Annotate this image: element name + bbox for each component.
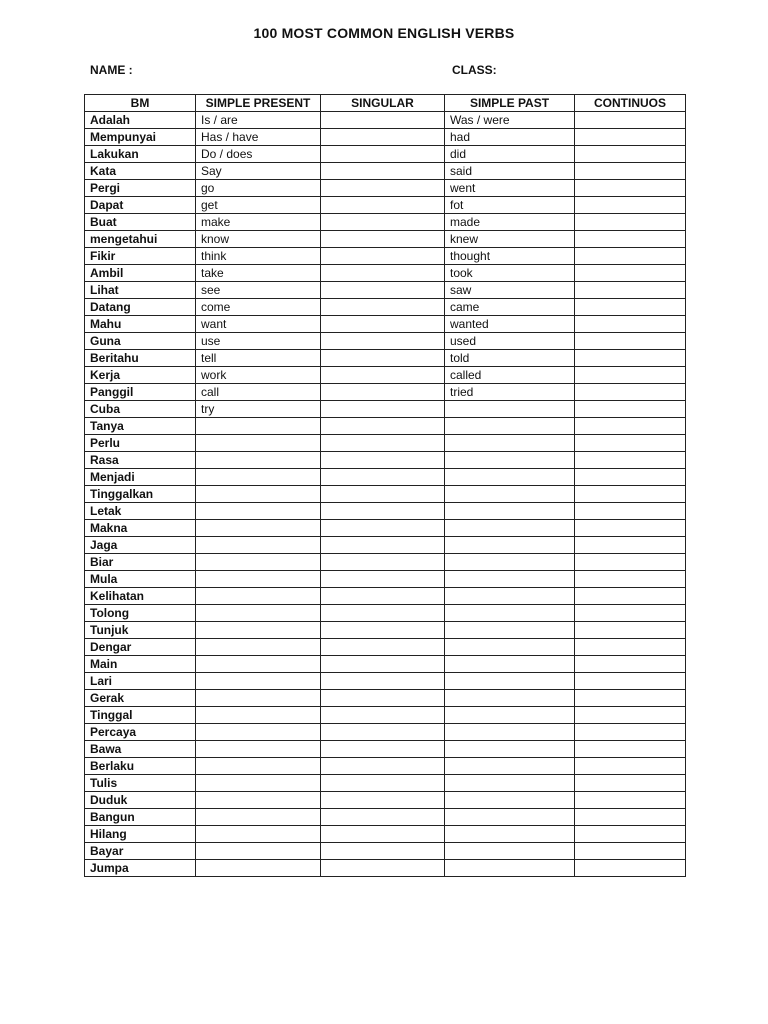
simple-present-cell: [196, 809, 321, 826]
simple-past-cell: [445, 673, 575, 690]
bm-cell: Main: [85, 656, 196, 673]
simple-present-cell: [196, 724, 321, 741]
table-row: [85, 180, 686, 197]
continuos-cell: [575, 197, 686, 214]
bm-cell: Jumpa: [85, 860, 196, 877]
bm-cell: Rasa: [85, 452, 196, 469]
simple-past-cell: made: [445, 214, 575, 231]
bm-cell: Tanya: [85, 418, 196, 435]
bm-cell: Letak: [85, 503, 196, 520]
table-row: [85, 826, 686, 843]
table-row: [85, 690, 686, 707]
simple-past-cell: used: [445, 333, 575, 350]
singular-cell: [321, 112, 445, 129]
continuos-cell: [575, 367, 686, 384]
simple-present-cell: try: [196, 401, 321, 418]
bm-cell: Gerak: [85, 690, 196, 707]
singular-cell: [321, 860, 445, 877]
singular-cell: [321, 231, 445, 248]
header-simple-past: SIMPLE PAST: [445, 95, 575, 112]
table-row: [85, 724, 686, 741]
simple-present-cell: [196, 520, 321, 537]
continuos-cell: [575, 826, 686, 843]
header-continuos: CONTINUOS: [575, 95, 686, 112]
simple-present-cell: [196, 469, 321, 486]
singular-cell: [321, 163, 445, 180]
table-row: [85, 741, 686, 758]
bm-cell: Duduk: [85, 792, 196, 809]
header-simple-present: SIMPLE PRESENT: [196, 95, 321, 112]
simple-past-cell: [445, 418, 575, 435]
simple-present-cell: Do / does: [196, 146, 321, 163]
simple-past-cell: said: [445, 163, 575, 180]
singular-cell: [321, 809, 445, 826]
simple-past-cell: [445, 656, 575, 673]
simple-past-cell: [445, 469, 575, 486]
simple-present-cell: [196, 418, 321, 435]
simple-past-cell: [445, 809, 575, 826]
simple-present-cell: tell: [196, 350, 321, 367]
simple-past-cell: [445, 758, 575, 775]
continuos-cell: [575, 469, 686, 486]
simple-past-cell: [445, 452, 575, 469]
table-row: [85, 792, 686, 809]
singular-cell: [321, 622, 445, 639]
simple-present-cell: [196, 639, 321, 656]
continuos-cell: [575, 418, 686, 435]
continuos-cell: [575, 384, 686, 401]
continuos-cell: [575, 350, 686, 367]
simple-present-cell: [196, 707, 321, 724]
simple-past-cell: [445, 690, 575, 707]
singular-cell: [321, 673, 445, 690]
singular-cell: [321, 826, 445, 843]
simple-present-cell: [196, 588, 321, 605]
bm-cell: Bawa: [85, 741, 196, 758]
table-row: [85, 316, 686, 333]
continuos-cell: [575, 401, 686, 418]
bm-cell: Jaga: [85, 537, 196, 554]
simple-past-cell: [445, 486, 575, 503]
singular-cell: [321, 588, 445, 605]
bm-cell: Mahu: [85, 316, 196, 333]
simple-past-cell: [445, 843, 575, 860]
simple-past-cell: [445, 537, 575, 554]
table-row: [85, 112, 686, 129]
singular-cell: [321, 758, 445, 775]
continuos-cell: [575, 163, 686, 180]
simple-past-cell: told: [445, 350, 575, 367]
singular-cell: [321, 333, 445, 350]
bm-cell: Makna: [85, 520, 196, 537]
simple-present-cell: [196, 775, 321, 792]
singular-cell: [321, 469, 445, 486]
continuos-cell: [575, 248, 686, 265]
table-row: [85, 401, 686, 418]
simple-past-cell: tried: [445, 384, 575, 401]
simple-present-cell: [196, 571, 321, 588]
table-row: [85, 622, 686, 639]
table-row: [85, 809, 686, 826]
singular-cell: [321, 792, 445, 809]
singular-cell: [321, 384, 445, 401]
bm-cell: Menjadi: [85, 469, 196, 486]
simple-present-cell: Say: [196, 163, 321, 180]
table-row: [85, 639, 686, 656]
continuos-cell: [575, 724, 686, 741]
continuos-cell: [575, 282, 686, 299]
bm-cell: Guna: [85, 333, 196, 350]
continuos-cell: [575, 809, 686, 826]
simple-past-cell: [445, 724, 575, 741]
singular-cell: [321, 707, 445, 724]
singular-cell: [321, 843, 445, 860]
simple-present-cell: [196, 622, 321, 639]
simple-present-cell: [196, 860, 321, 877]
continuos-cell: [575, 180, 686, 197]
table-row: [85, 282, 686, 299]
continuos-cell: [575, 639, 686, 656]
singular-cell: [321, 656, 445, 673]
bm-cell: Tulis: [85, 775, 196, 792]
singular-cell: [321, 316, 445, 333]
continuos-cell: [575, 588, 686, 605]
singular-cell: [321, 214, 445, 231]
table-row: [85, 197, 686, 214]
simple-present-cell: [196, 537, 321, 554]
table-row: [85, 520, 686, 537]
table-row: [85, 435, 686, 452]
singular-cell: [321, 520, 445, 537]
simple-past-cell: did: [445, 146, 575, 163]
header-singular: SINGULAR: [321, 95, 445, 112]
table-row: [85, 860, 686, 877]
bm-cell: Fikir: [85, 248, 196, 265]
continuos-cell: [575, 843, 686, 860]
simple-present-cell: know: [196, 231, 321, 248]
singular-cell: [321, 503, 445, 520]
simple-present-cell: [196, 741, 321, 758]
header-bm: BM: [85, 95, 196, 112]
singular-cell: [321, 180, 445, 197]
continuos-cell: [575, 758, 686, 775]
singular-cell: [321, 146, 445, 163]
simple-past-cell: [445, 826, 575, 843]
continuos-cell: [575, 792, 686, 809]
table-row: [85, 265, 686, 282]
singular-cell: [321, 265, 445, 282]
simple-present-cell: [196, 503, 321, 520]
continuos-cell: [575, 775, 686, 792]
simple-present-cell: [196, 656, 321, 673]
simple-present-cell: see: [196, 282, 321, 299]
bm-cell: Kata: [85, 163, 196, 180]
continuos-cell: [575, 231, 686, 248]
bm-cell: Mula: [85, 571, 196, 588]
class-label: CLASS:: [452, 63, 497, 77]
continuos-cell: [575, 860, 686, 877]
continuos-cell: [575, 452, 686, 469]
bm-cell: Datang: [85, 299, 196, 316]
singular-cell: [321, 571, 445, 588]
singular-cell: [321, 418, 445, 435]
continuos-cell: [575, 707, 686, 724]
singular-cell: [321, 282, 445, 299]
bm-cell: Dapat: [85, 197, 196, 214]
simple-present-cell: [196, 452, 321, 469]
simple-past-cell: [445, 588, 575, 605]
simple-past-cell: [445, 860, 575, 877]
bm-cell: Lihat: [85, 282, 196, 299]
table-row: [85, 486, 686, 503]
simple-past-cell: came: [445, 299, 575, 316]
continuos-cell: [575, 520, 686, 537]
bm-cell: Beritahu: [85, 350, 196, 367]
simple-present-cell: get: [196, 197, 321, 214]
table-row: [85, 469, 686, 486]
simple-past-cell: [445, 520, 575, 537]
simple-past-cell: had: [445, 129, 575, 146]
simple-past-cell: [445, 707, 575, 724]
singular-cell: [321, 741, 445, 758]
continuos-cell: [575, 622, 686, 639]
table-row: [85, 503, 686, 520]
bm-cell: Perlu: [85, 435, 196, 452]
singular-cell: [321, 350, 445, 367]
bm-cell: Biar: [85, 554, 196, 571]
bm-cell: Buat: [85, 214, 196, 231]
simple-past-cell: went: [445, 180, 575, 197]
name-label: NAME :: [90, 63, 133, 77]
simple-present-cell: call: [196, 384, 321, 401]
table-row: [85, 673, 686, 690]
singular-cell: [321, 605, 445, 622]
simple-present-cell: work: [196, 367, 321, 384]
simple-present-cell: want: [196, 316, 321, 333]
table-row: [85, 418, 686, 435]
singular-cell: [321, 435, 445, 452]
table-row: [85, 214, 686, 231]
table-row: [85, 707, 686, 724]
continuos-cell: [575, 214, 686, 231]
bm-cell: Tunjuk: [85, 622, 196, 639]
continuos-cell: [575, 333, 686, 350]
simple-present-cell: [196, 605, 321, 622]
table-row: [85, 554, 686, 571]
bm-cell: Adalah: [85, 112, 196, 129]
bm-cell: Berlaku: [85, 758, 196, 775]
table-row: [85, 299, 686, 316]
bm-cell: Cuba: [85, 401, 196, 418]
simple-present-cell: [196, 690, 321, 707]
singular-cell: [321, 367, 445, 384]
simple-present-cell: [196, 843, 321, 860]
simple-past-cell: [445, 435, 575, 452]
verbs-table: [84, 94, 686, 877]
simple-present-cell: [196, 826, 321, 843]
bm-cell: Tinggalkan: [85, 486, 196, 503]
continuos-cell: [575, 571, 686, 588]
table-row: [85, 350, 686, 367]
simple-past-cell: [445, 775, 575, 792]
simple-present-cell: make: [196, 214, 321, 231]
singular-cell: [321, 537, 445, 554]
simple-past-cell: [445, 554, 575, 571]
simple-past-cell: [445, 401, 575, 418]
singular-cell: [321, 554, 445, 571]
table-row: [85, 333, 686, 350]
continuos-cell: [575, 316, 686, 333]
simple-present-cell: [196, 792, 321, 809]
simple-past-cell: [445, 503, 575, 520]
continuos-cell: [575, 112, 686, 129]
table-row: [85, 367, 686, 384]
table-row: [85, 163, 686, 180]
bm-cell: Bayar: [85, 843, 196, 860]
singular-cell: [321, 299, 445, 316]
bm-cell: Panggil: [85, 384, 196, 401]
continuos-cell: [575, 265, 686, 282]
singular-cell: [321, 248, 445, 265]
singular-cell: [321, 452, 445, 469]
simple-past-cell: [445, 622, 575, 639]
continuos-cell: [575, 690, 686, 707]
simple-past-cell: wanted: [445, 316, 575, 333]
simple-present-cell: [196, 758, 321, 775]
table-row: [85, 537, 686, 554]
simple-past-cell: saw: [445, 282, 575, 299]
simple-past-cell: [445, 792, 575, 809]
simple-past-cell: took: [445, 265, 575, 282]
bm-cell: Lari: [85, 673, 196, 690]
continuos-cell: [575, 537, 686, 554]
table-row: [85, 129, 686, 146]
bm-cell: Dengar: [85, 639, 196, 656]
bm-cell: mengetahui: [85, 231, 196, 248]
simple-past-cell: [445, 741, 575, 758]
simple-past-cell: [445, 605, 575, 622]
bm-cell: Pergi: [85, 180, 196, 197]
bm-cell: Percaya: [85, 724, 196, 741]
continuos-cell: [575, 146, 686, 163]
simple-present-cell: [196, 435, 321, 452]
simple-present-cell: [196, 486, 321, 503]
singular-cell: [321, 401, 445, 418]
continuos-cell: [575, 299, 686, 316]
singular-cell: [321, 129, 445, 146]
continuos-cell: [575, 503, 686, 520]
simple-past-cell: thought: [445, 248, 575, 265]
table-row: [85, 146, 686, 163]
simple-present-cell: use: [196, 333, 321, 350]
simple-past-cell: [445, 571, 575, 588]
simple-past-cell: [445, 639, 575, 656]
continuos-cell: [575, 656, 686, 673]
table-row: [85, 384, 686, 401]
continuos-cell: [575, 486, 686, 503]
continuos-cell: [575, 129, 686, 146]
table-row: [85, 843, 686, 860]
bm-cell: Tinggal: [85, 707, 196, 724]
continuos-cell: [575, 741, 686, 758]
continuos-cell: [575, 605, 686, 622]
bm-cell: Lakukan: [85, 146, 196, 163]
table-row: [85, 758, 686, 775]
simple-past-cell: fot: [445, 197, 575, 214]
continuos-cell: [575, 673, 686, 690]
simple-past-cell: called: [445, 367, 575, 384]
bm-cell: Kelihatan: [85, 588, 196, 605]
simple-past-cell: Was / were: [445, 112, 575, 129]
simple-present-cell: [196, 554, 321, 571]
simple-present-cell: come: [196, 299, 321, 316]
singular-cell: [321, 690, 445, 707]
continuos-cell: [575, 554, 686, 571]
simple-present-cell: go: [196, 180, 321, 197]
bm-cell: Bangun: [85, 809, 196, 826]
verbs-table-body: [85, 112, 686, 877]
simple-present-cell: take: [196, 265, 321, 282]
bm-cell: Hilang: [85, 826, 196, 843]
singular-cell: [321, 775, 445, 792]
simple-present-cell: Has / have: [196, 129, 321, 146]
table-row: [85, 452, 686, 469]
table-row: [85, 248, 686, 265]
bm-cell: Mempunyai: [85, 129, 196, 146]
table-row: [85, 656, 686, 673]
table-row: [85, 588, 686, 605]
table-row: [85, 605, 686, 622]
table-row: [85, 775, 686, 792]
simple-past-cell: knew: [445, 231, 575, 248]
page-title: 100 MOST COMMON ENGLISH VERBS: [253, 25, 515, 41]
simple-present-cell: Is / are: [196, 112, 321, 129]
simple-present-cell: [196, 673, 321, 690]
singular-cell: [321, 639, 445, 656]
table-row: [85, 231, 686, 248]
bm-cell: Kerja: [85, 367, 196, 384]
bm-cell: Ambil: [85, 265, 196, 282]
continuos-cell: [575, 435, 686, 452]
table-row: [85, 571, 686, 588]
simple-present-cell: think: [196, 248, 321, 265]
singular-cell: [321, 197, 445, 214]
bm-cell: Tolong: [85, 605, 196, 622]
singular-cell: [321, 486, 445, 503]
table-header-row: [85, 95, 686, 112]
singular-cell: [321, 724, 445, 741]
